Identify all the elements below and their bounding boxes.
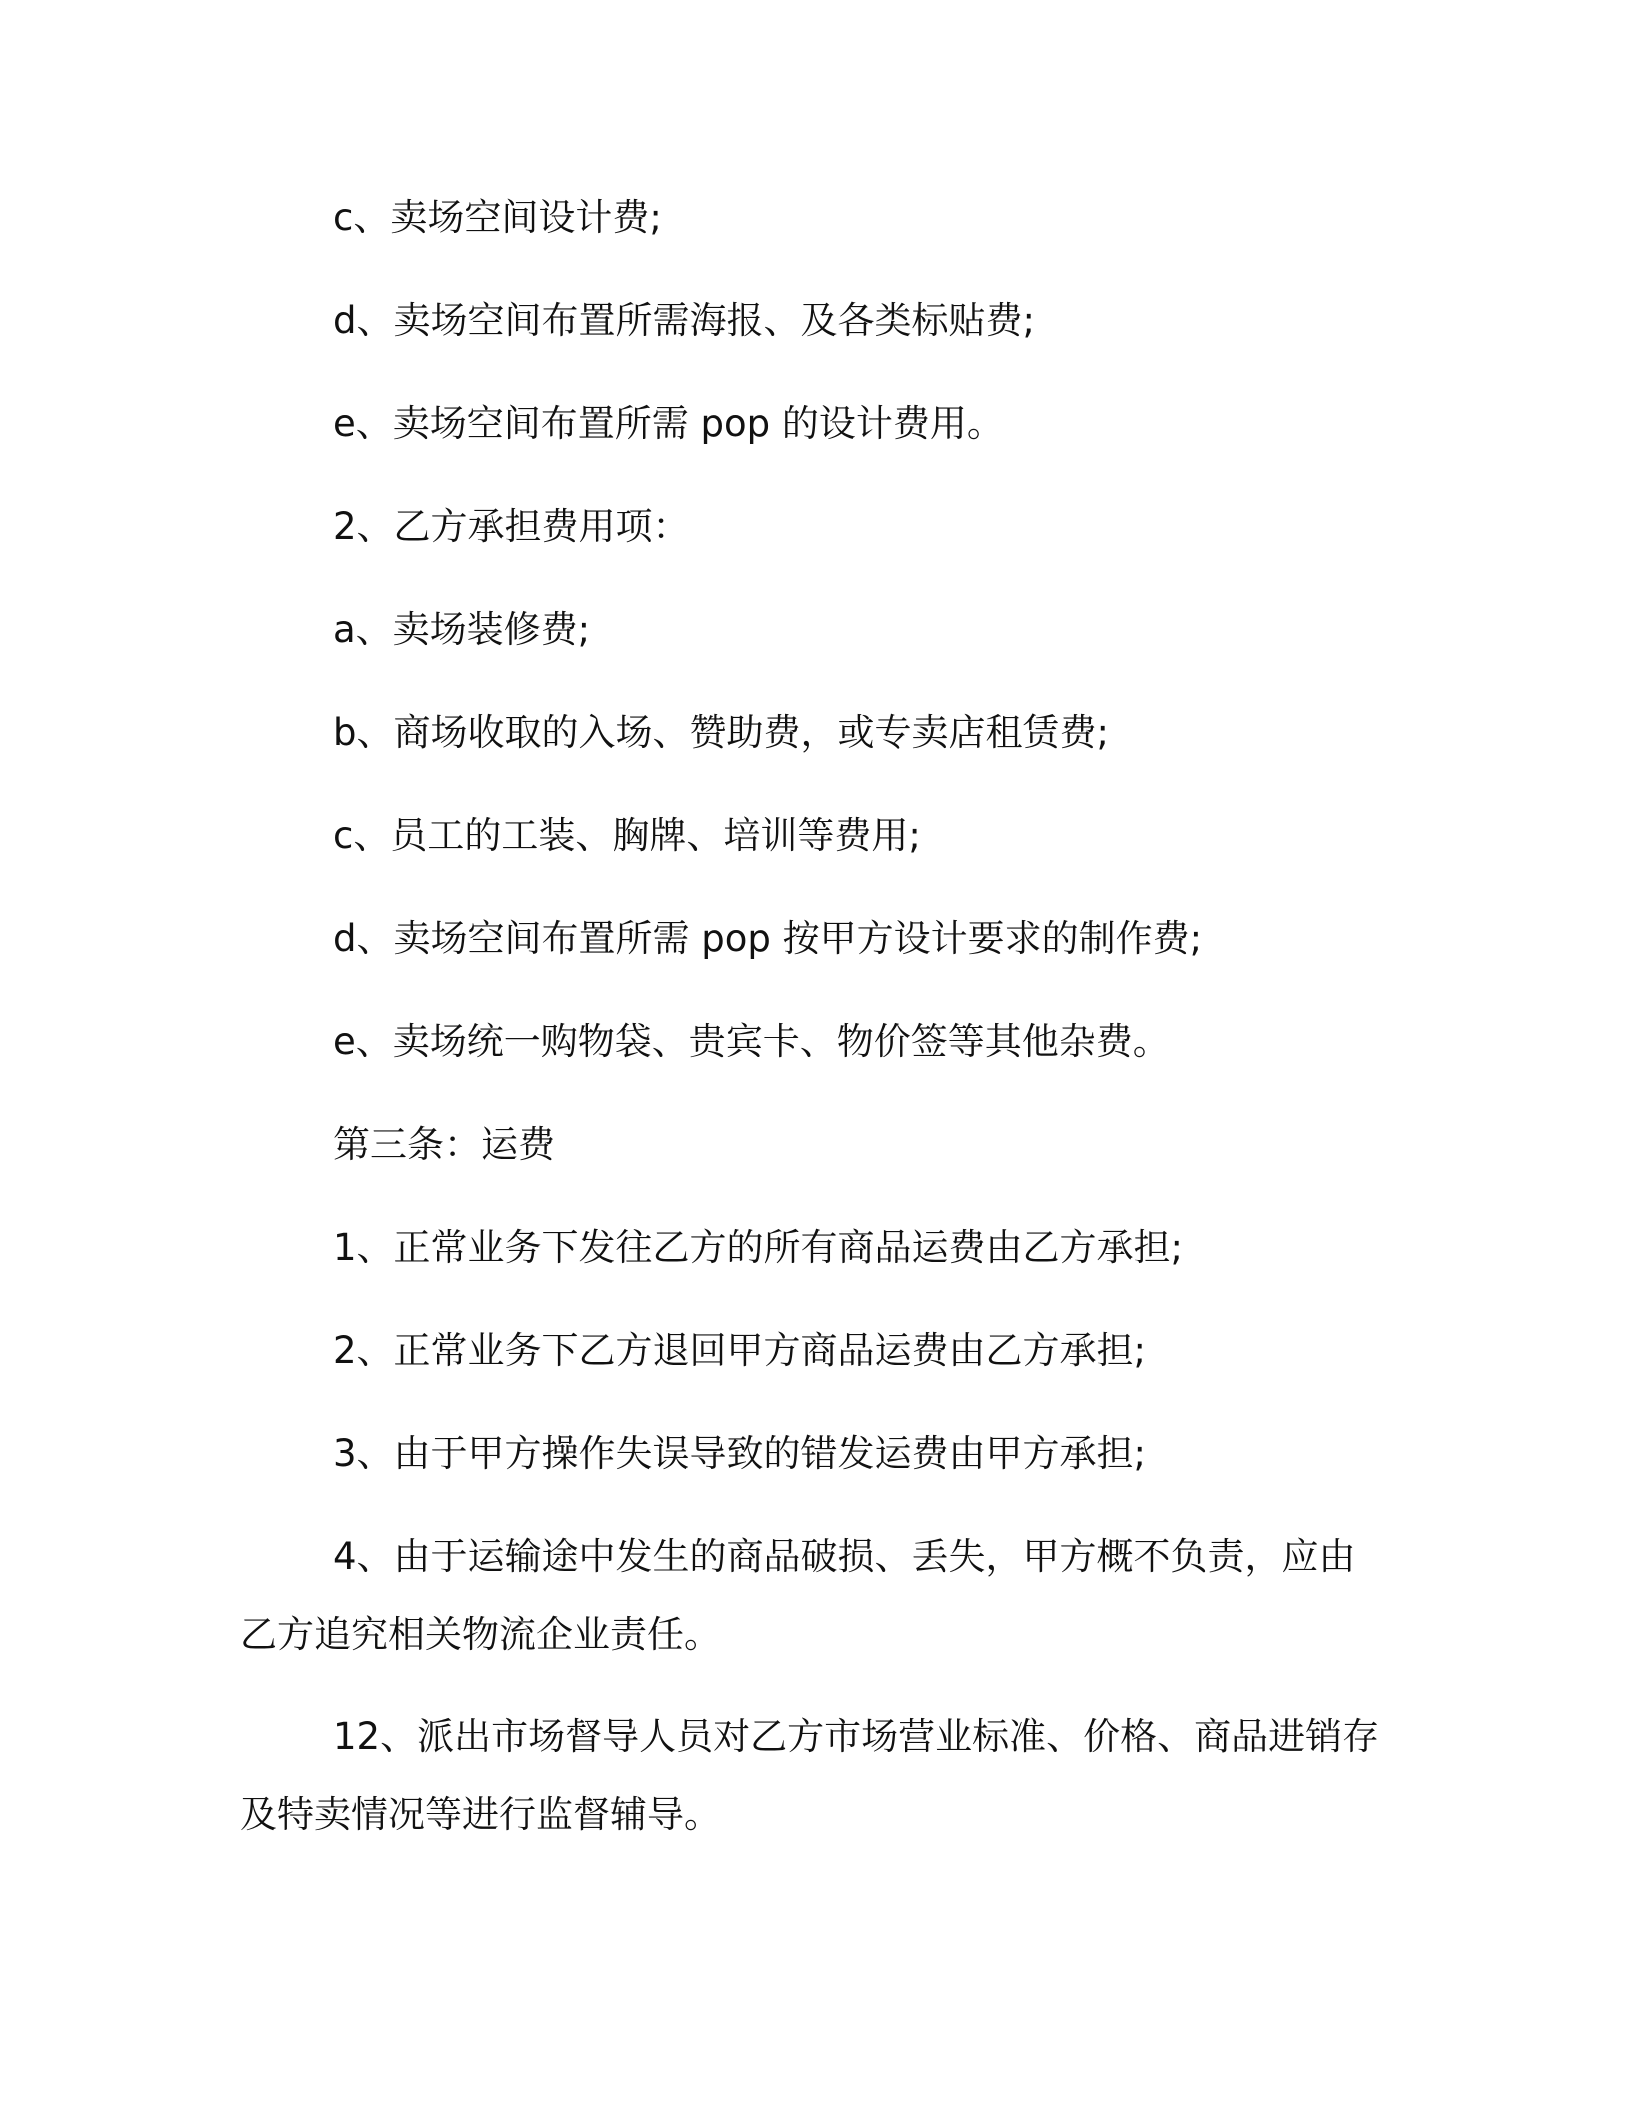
freight-clause-4-line-2: 乙方追究相关物流企业责任。 <box>240 1613 721 1656</box>
item-b-entry-sponsorship-rent-fee: b、商场收取的入场、赞助费，或专卖店租赁费; <box>333 711 1109 754</box>
freight-clause-4-line-1: 4、由于运输途中发生的商品破损、丢失，甲方概不负责，应由 <box>333 1535 1356 1578</box>
item-e-miscellaneous-fee: e、卖场统一购物袋、贵宾卡、物价签等其他杂费。 <box>333 1020 1170 1063</box>
item-d-pop-production-fee: d、卖场空间布置所需 pop 按甲方设计要求的制作费; <box>333 917 1203 960</box>
freight-clause-2: 2、正常业务下乙方退回甲方商品运费由乙方承担; <box>333 1329 1147 1372</box>
item-c-space-design-fee: c、卖场空间设计费; <box>333 196 662 239</box>
item-a-renovation-fee: a、卖场装修费; <box>333 608 591 651</box>
clause-12-line-1: 12、派出市场督导人员对乙方市场营业标准、价格、商品进销存 <box>333 1715 1380 1758</box>
item-c-staff-uniform-training-fee: c、员工的工装、胸牌、培训等费用; <box>333 814 921 857</box>
item-d-poster-label-fee: d、卖场空间布置所需海报、及各类标贴费; <box>333 299 1035 342</box>
item-e-pop-design-fee: e、卖场空间布置所需 pop 的设计费用。 <box>333 402 1004 445</box>
freight-clause-1: 1、正常业务下发往乙方的所有商品运费由乙方承担; <box>333 1226 1184 1269</box>
clause-12-line-2: 及特卖情况等进行监督辅导。 <box>240 1793 721 1836</box>
section-2-party-b-costs: 2、乙方承担费用项： <box>333 505 690 548</box>
freight-clause-3: 3、由于甲方操作失误导致的错发运费由甲方承担; <box>333 1432 1147 1475</box>
article-3-heading: 第三条：运费 <box>333 1123 555 1166</box>
